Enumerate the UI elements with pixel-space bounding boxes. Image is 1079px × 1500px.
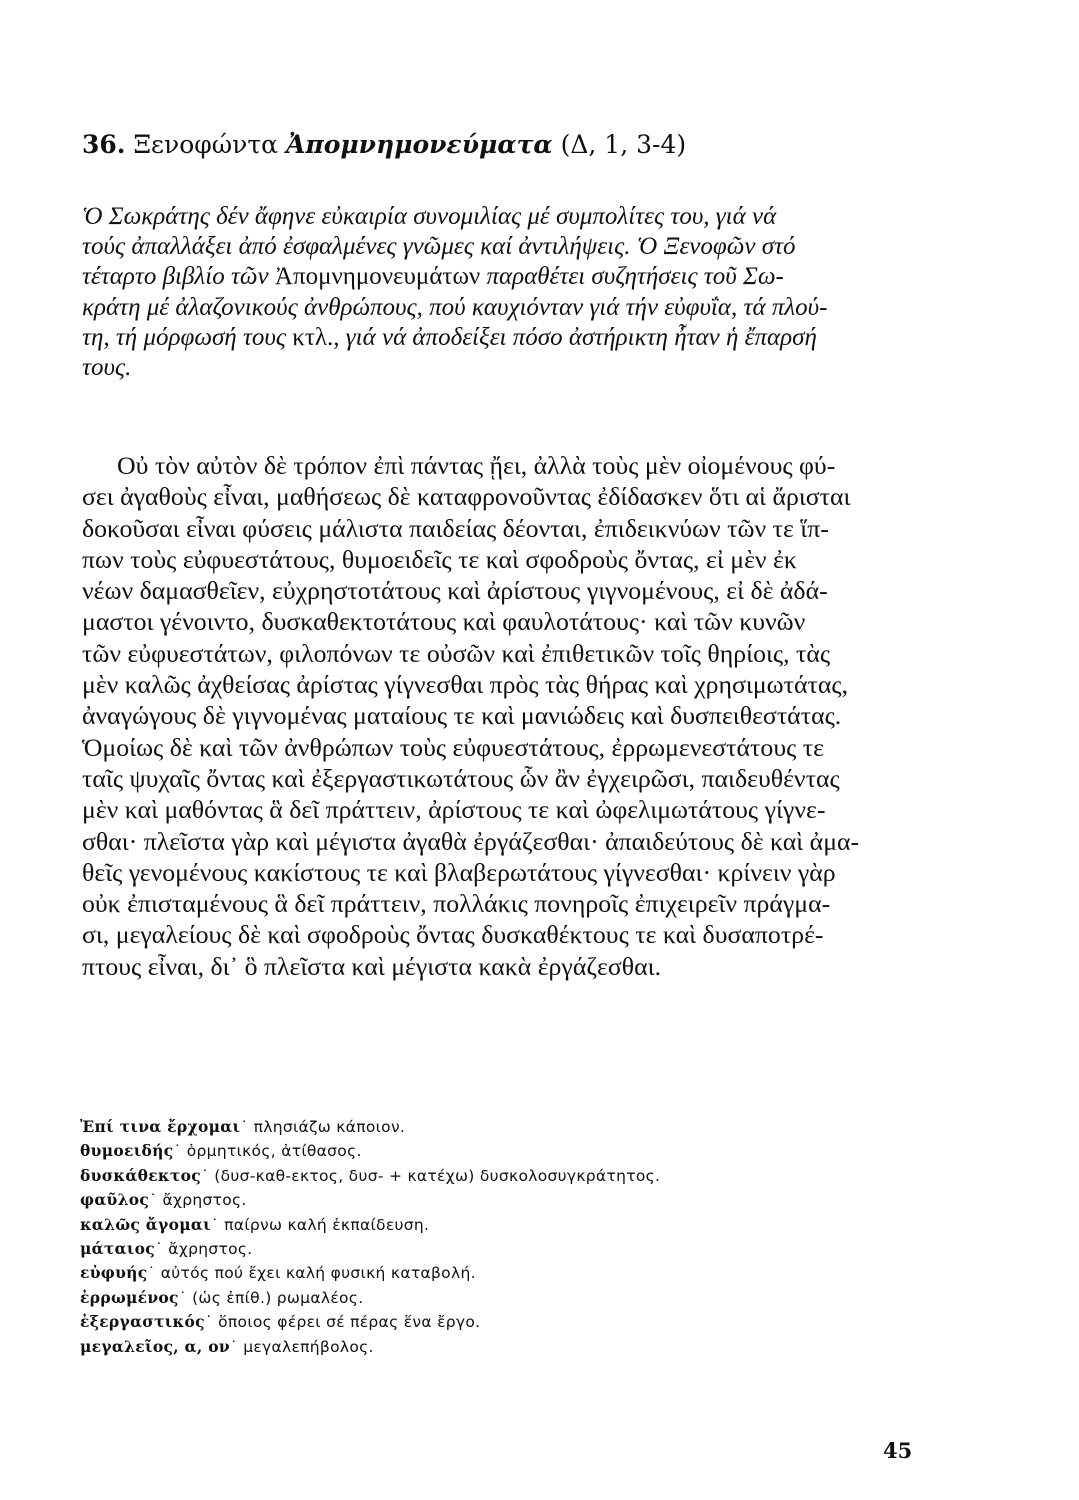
intro-upright-title: Ἀπομνημονευμάτων: [274, 263, 481, 291]
glossary-entry: Ἐπί τινα ἔρχομαι˙ πλησιάζω κάποιον.: [80, 1117, 406, 1136]
intro-upright-abbrev: κτλ.: [292, 323, 334, 351]
glossary-term: ἐξεργαστικός: [80, 1312, 205, 1332]
intro-line: κράτη μέ ἀλαζονικούς ἀνθρώπους, πού καυχιόνταν γιά τήν εὐφυΐα, τά πλού-: [82, 293, 828, 321]
glossary-term: μάταιος: [80, 1239, 156, 1259]
greek-line: μὲν καὶ μαθόντας ἃ δεῖ πράττειν, ἀρίστους τε καὶ ὠφελιμωτάτους γίγνε-: [82, 795, 826, 825]
section-heading: [82, 128, 982, 162]
glossary-definition: ὅποιος φέρει σέ πέρας ἕνα ἔργο.: [218, 1313, 481, 1332]
glossary-entry: ἐρρωμένος˙ (ὡς ἐπίθ.) ρωμαλέος.: [80, 1287, 364, 1307]
glossary-entry: καλῶς ἄγομαι˙ παίρνω καλή ἐκπαίδευση.: [80, 1214, 430, 1234]
glossary-term: Ἐπί τινα ἔρχομαι: [80, 1117, 241, 1136]
greek-line: θεῖς γενομένους κακίστους τε καὶ βλαβερωτάτους γίγνεσθαι· κρίνειν γὰρ: [82, 857, 836, 887]
glossary-entry: θυμοειδής˙ ὁρμητικός, ἀτίθασος.: [80, 1141, 362, 1161]
greek-line: νέων δαμασθεῖεν, εὐχρηστοτάτους καὶ ἀρίστους γιγνομένους, εἰ δὲ ἀδά-: [82, 576, 828, 606]
section-author: Ξενοφώντα: [133, 130, 279, 159]
greek-line: Ὁμοίως δὲ καὶ τῶν ἀνθρώπων τοὺς εὐφυεστάτους, ἐρρωμενεστάτους τε: [82, 732, 824, 762]
greek-line: σει ἀγαθοὺς εἶναι, μαθήσεως δὲ καταφρονοῦντας ἐδίδασκεν ὅτι αἱ ἄρισται: [82, 482, 851, 512]
greek-line: μὲν καλῶς ἀχθείσας ἀρίστας γίγνεσθαι πρὸς τὰς θήρας καὶ χρησιμωτάτας,: [82, 670, 849, 700]
glossary-entry: μάταιος˙ ἄχρηστος.: [80, 1239, 253, 1259]
glossary-term: εὐφυής: [80, 1263, 148, 1283]
greek-line: ἀναγώγους δὲ γιγνομένας ματαίους τε καὶ μανιώδεις καὶ δυσπειθεστάτας.: [82, 701, 842, 731]
glossary-entry: ἐξεργαστικός˙ ὅποιος φέρει σέ πέρας ἕνα ἔργο.: [80, 1312, 481, 1332]
greek-line: ταῖς ψυχαῖς ὄντας καὶ ἐξεργαστικωτάτους ὧν ἂν ἐγχειρῶσι, παιδευθέντας: [82, 763, 840, 793]
glossary-term: μεγαλεῖος, α, ον: [80, 1336, 230, 1356]
glossary-definition: (δυσ-καθ-εκτος, δυσ- + κατέχω) δυσκολοσυγκράτητος.: [214, 1166, 661, 1185]
greek-line: Οὐ τὸν αὐτὸν δὲ τρόπον ἐπὶ πάντας ᾔει, ἀλλὰ τοὺς μὲν οἰομένους φύ-: [117, 451, 836, 480]
glossary-entry: μεγαλεῖος, α, ον˙ μεγαλεπήβολος.: [80, 1336, 374, 1356]
glossary-term: δυσκάθεκτος: [80, 1165, 201, 1185]
greek-line: δοκοῦσαι εἶναι φύσεις μάλιστα παιδείας δέονται, ἐπιδεικνύων τῶν τε ἵπ-: [82, 513, 829, 543]
glossary: [80, 1115, 940, 1359]
intro-line: τούς ἀπαλλάξει ἀπό ἐσφαλμένες γνῶμες καί ἀντιλήψεις. Ὁ Ξενοφῶν στό: [82, 233, 796, 261]
glossary-definition: μεγαλεπήβολος.: [243, 1337, 374, 1356]
greek-line: τῶν εὐφυεστάτων, φιλοπόνων τε οὐσῶν καὶ ἐπιθετικῶν τοῖς θηρίοις, τὰς: [82, 638, 831, 668]
greek-line: μαστοι γένοιντο, δυσκαθεκτοτάτους καὶ φαυλοτάτους· καὶ τῶν κυνῶν: [82, 607, 806, 637]
intro-line: τη, τή μόρφωσή τους κτλ., γιά νά ἀποδείξει πόσο ἀστήρικτη ἦταν ἡ ἔπαρσή: [82, 323, 817, 351]
section-reference: (Δ, 1, 3-4): [560, 130, 687, 159]
glossary-definition: ἄχρηστος.: [162, 1191, 247, 1210]
intro-line: Ὁ Σωκράτης δέν ἄφηνε εὐκαιρία συνομιλίας μέ συμπολίτες του, γιά νά: [82, 203, 777, 230]
glossary-definition: αὐτός πού ἔχει καλή φυσική καταβολή.: [160, 1264, 476, 1283]
glossary-entry: δυσκάθεκτος˙ (δυσ-καθ-εκτος, δυσ- + κατέχω) δυσκολοσυγκράτητος.: [80, 1165, 661, 1185]
glossary-entry: εὐφυής˙ αὐτός πού ἔχει καλή φυσική καταβολή.: [80, 1263, 476, 1283]
glossary-term: καλῶς ἄγομαι: [80, 1214, 211, 1234]
glossary-definition: ὁρμητικός, ἀτίθασος.: [186, 1142, 362, 1161]
ancient-greek-passage: [82, 450, 922, 982]
greek-line: οὐκ ἐπισταμένους ἃ δεῖ πράττειν, πολλάκις πονηροῖς ἐπιχειρεῖν πράγμα-: [82, 889, 831, 919]
intro-paragraph: [82, 202, 922, 383]
section-work-title: Ἀπομνημονεύματα: [286, 130, 553, 159]
glossary-definition: (ὡς ἐπίθ.) ρωμαλέος.: [192, 1288, 364, 1307]
greek-line: σθαι· πλεῖστα γὰρ καὶ μέγιστα ἀγαθὰ ἐργάζεσθαι· ἀπαιδεύτους δὲ καὶ ἀμα-: [82, 826, 860, 856]
glossary-term: ἐρρωμένος: [80, 1287, 179, 1307]
page-number: 45: [883, 1438, 913, 1463]
glossary-term: φαῦλος: [80, 1190, 150, 1210]
intro-line: τέταρτο βιβλίο τῶν Ἀπομνημονευμάτων παραθέτει συζητήσεις τοῦ Σω-: [82, 263, 784, 291]
glossary-definition: ἄχρηστος.: [168, 1240, 253, 1259]
glossary-entry: φαῦλος˙ ἄχρηστος.: [80, 1190, 247, 1210]
glossary-definition: πλησιάζω κάποιον.: [253, 1118, 406, 1136]
glossary-term: θυμοειδής: [80, 1141, 174, 1161]
greek-line: πτους εἶναι, δι᾿ ὃ πλεῖστα καὶ μέγιστα κακὰ ἐργάζεσθαι.: [82, 951, 662, 981]
glossary-definition: παίρνω καλή ἐκπαίδευση.: [224, 1215, 430, 1234]
section-number: 36.: [82, 130, 126, 159]
greek-line: σι, μεγαλείους δὲ καὶ σφοδροὺς ὄντας δυσκαθέκτους τε καὶ δυσαποτρέ-: [82, 920, 824, 950]
greek-line: πων τοὺς εὐφυεστάτους, θυμοειδεῖς τε καὶ σφοδροὺς ὄντας, εἰ μὲν ἐκ: [82, 544, 797, 574]
intro-line: τους.: [82, 354, 132, 382]
